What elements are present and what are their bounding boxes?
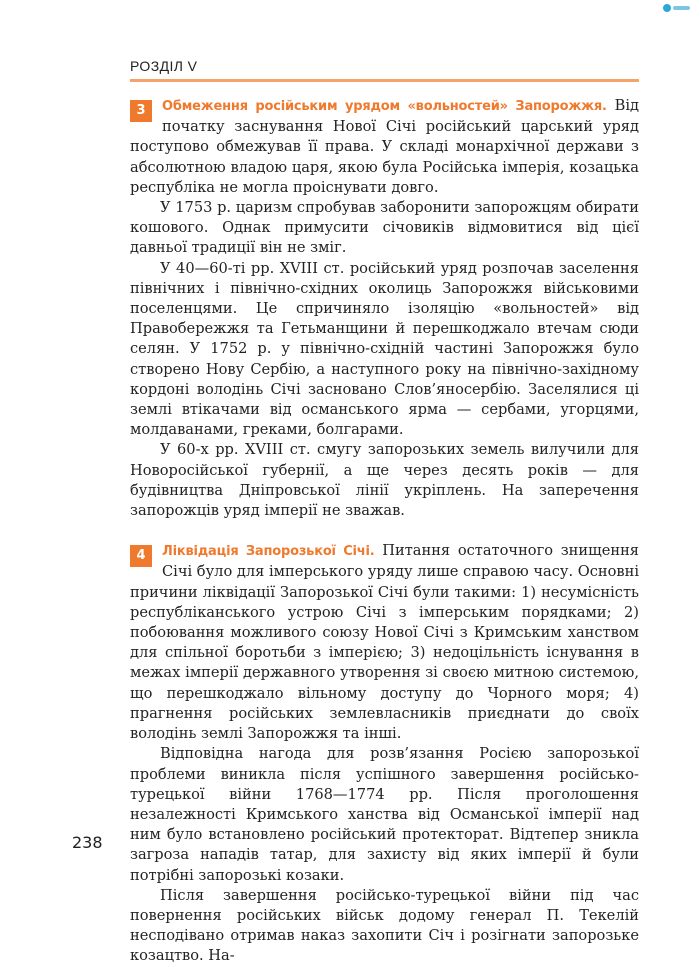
section-4 (130, 541, 639, 966)
paragraph (130, 541, 639, 744)
section-number-badge: 3 (130, 100, 152, 122)
page-content (130, 96, 639, 967)
section-title: Ліквідація Запорозької Січі. (162, 544, 375, 560)
section-number-badge: 4 (130, 545, 152, 567)
paragraph: У 60-х рр. XVIII ст. смугу запорозьких земель вилучили для Новоросійської губернії, а ще через десять років — для будівництва Дніпровської лінії укріплень. На заперечення запорожців уряд імперії не зважав. (130, 441, 639, 520)
paragraph-text: Від початку заснування Нової Січі російський царський уряд поступово обмежував її права. У складі монархічної держави з абсолютною владою царя, якою була Російська імперія, козацька республіка не могла проіснувати довго. (130, 97, 639, 196)
section-3 (130, 96, 639, 521)
paragraph: У 40—60-ті рр. XVIII ст. російський уряд розпочав заселення північних і північно-східних околиць Запорожжя військовими поселенцями. Це спричиняло ізоляцію «вольностей» від Правобережжя та Гетьманщини й перешкоджало втечам сюди селян. У 1752 р. у північно-східній частині Запорожжя було створено Нову Сербію, а наступного року на північно-західному кордоні володінь Січі засновано Слов’яносербію. Заселялися ці землі втікачами від османського ярма — сербами, угорцями, молдаванами, греками, болгарами. (130, 259, 639, 439)
paragraph: Після завершення російсько-турецької війни під час повернення російських військ додому генерал П. Текелій несподівано отримав наказ захопити Січ і розігнати запорозьке козацтво. На- (130, 886, 639, 965)
section-title: Обмеження російським урядом «вольностей» Запорожжя. (162, 99, 607, 114)
paragraph: У 1753 р. царизм спробував заборонити запорожцям обирати кошового. Однак примусити січовиків відмовитися від цієї давньої традиції він не зміг. (130, 199, 639, 257)
paragraph-text: Питання остаточного знищення Січі було для імперського уряду лише справою часу. Основні причини ліквідації Запорозької Січі були такими: 1) несумісність республіканського устрою Січі з імперським порядками; 2) побоювання можливого союзу Нової Січі з Кримським ханством для спільної боротьби з імперією; 3) недоцільність існування в межах імперії державного утворення зі своєю митною системою, що перешкоджало вільному доступу до Чорного моря; 4) прагнення російських землевласників приєднати до своїх володінь землі Запорожжя та інші. (130, 542, 639, 743)
paragraph: Відповідна нагода для розв’язання Росією запорозької проблеми виникла після успішного завершення російсько-турецької війни 1768—1774 рр. Після проголошення незалежності Кримського ханства від Османської імперії над ним було встановлено російський протекторат. Відтепер зникла загроза нападів татар, для захисту від яких імперії й були потрібні запорозькі козаки. (130, 745, 639, 884)
paragraph (130, 96, 639, 198)
publisher-logo-icon (662, 3, 692, 13)
page-number: 238 (72, 833, 103, 852)
chapter-header: РОЗДІЛ V (130, 58, 198, 74)
header-divider (130, 79, 639, 82)
